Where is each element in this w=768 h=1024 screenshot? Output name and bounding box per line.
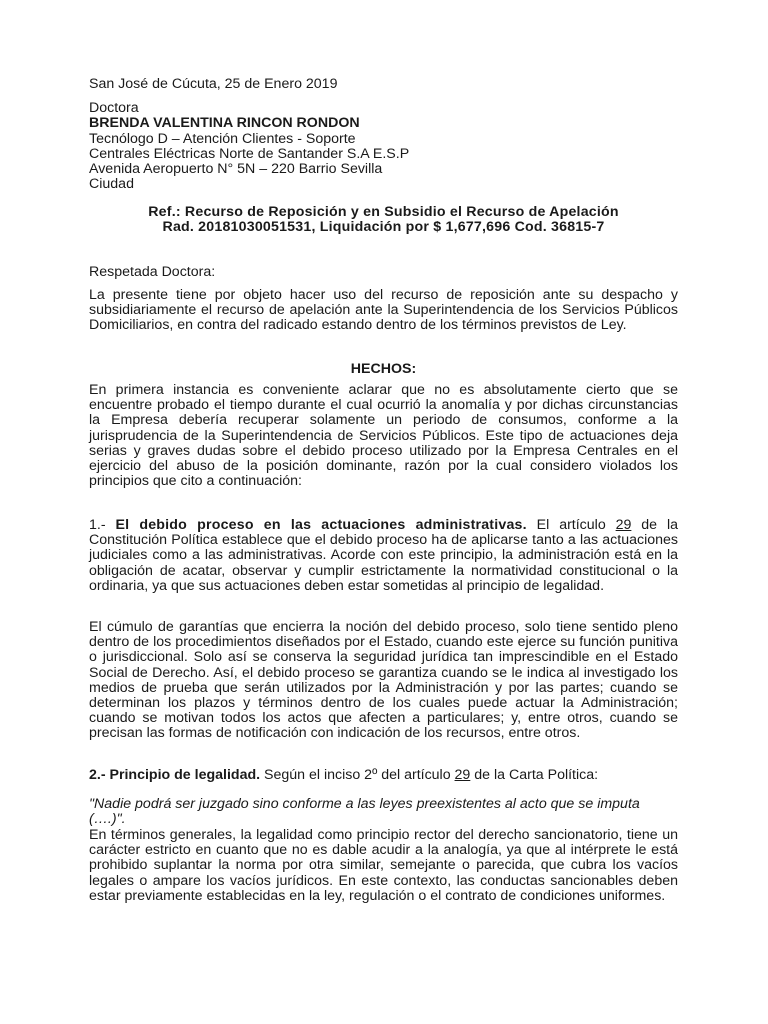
recipient-role: Tecnólogo D – Atención Clientes - Soporte	[89, 130, 356, 147]
reference-block	[89, 205, 678, 235]
recipient-title: Doctora	[89, 100, 139, 117]
recipient-name: BRENDA VALENTINA RINCON RONDON	[89, 115, 360, 132]
date-line: San José de Cúcuta, 25 de Enero 2019	[89, 76, 338, 92]
recipient-city: Ciudad	[89, 176, 134, 193]
recipient-address: Avenida Aeropuerto N° 5N – 220 Barrio Sevilla	[89, 161, 383, 178]
greeting: Respetada Doctora:	[89, 264, 216, 280]
section-1-number: 1.-	[89, 517, 116, 533]
section-1-paragraph-2: El cúmulo de garantías que encierra la noción del debido proceso, solo tiene sentido pleno dentro de los procedimientos diseñados por el Estado, cuando este ejerce su función punitiva o jurisdiccional. Solo así se conserva la seguridad jurídica tan imprescindible en el Estado Social de Derecho. Así, el debido proceso se garantiza cuando se le indica al investigado los medios de prueba que serán utilizados por la Administración y por las partes; cuando se determinan los plazos y términos dentro de los cuales puede actuar la Administración; cuando se motivan todos los actos que afecten a particulares; y, entre otros, cuando se precisan las formas de notificación con indicación de los recursos, entre otros.	[89, 619, 678, 742]
section-2-heading-line: 2.- Principio de legalidad. Según el inciso 2º del artículo 29 de la Carta Política:	[89, 767, 599, 783]
section-1-paragraph: 1.- El debido proceso en las actuaciones administrativas. El artículo 29 de la Constitución Política establece que el debido proceso ha de aplicarse tanto a las actuaciones judiciales como a las administrativas. Acorde con este principio, la administración está en la obligación de acatar, observar y cumplir estrictamente la normatividad constitucional o la ordinaria, ya que sus actuaciones deben estar sometidas al principio de legalidad.	[89, 517, 678, 594]
hechos-heading: HECHOS:	[350, 361, 417, 377]
letter-header	[89, 77, 678, 192]
section-1-title: El debido proceso en las actuaciones administrativas.	[115, 517, 527, 533]
recipient-company: Centrales Eléctricas Norte de Santander S.A E.S.P	[89, 145, 410, 162]
section-2-title: 2.- Principio de legalidad.	[89, 767, 261, 783]
reference-line-1: Ref.: Recurso de Reposición y en Subsidio el Recurso de Apelación	[148, 204, 619, 220]
reference-line-2: Rad. 20181030051531, Liquidación por $ 1,677,696 Cod. 36815-7	[162, 219, 605, 236]
article-29-link-2[interactable]: 29	[454, 767, 471, 783]
section-2-paragraph: En términos generales, la legalidad como principio rector del derecho sancionatorio, tiene un carácter estricto en cuanto que no es dable acudir a la analogía, ya que al intérprete le está prohibido suplantar la norma por otra similar, semejante o parecida, que cubra los vacíos legales o ampare los vacíos jurídicos. En este contexto, las conductas sancionables deben estar previamente establecidas en la ley, regulación o el contrato de condiciones uniformes.	[89, 827, 678, 904]
intro-paragraph: La presente tiene por objeto hacer uso del recurso de reposición ante su despacho y subsidiariamente el recurso de apelación ante la Superintendencia de los Servicios Públicos Domiciliarios, en contra del radicado estando dentro de los términos previstos de Ley.	[89, 287, 678, 334]
legal-quote: "Nadie podrá ser juzgado sino conforme a las leyes preexistentes al acto que se imputa (….)".	[89, 796, 640, 828]
article-29-link[interactable]: 29	[615, 517, 632, 533]
hechos-paragraph: En primera instancia es conveniente aclarar que no es absolutamente cierto que se encuentre probado el tiempo durante el cual ocurrió la anomalía y por dichas circunstancias la Empresa debería recuperar solamente un periodo de consumos, conforme a la jurisprudencia de la Superintendencia de Servicios Públicos. Este tipo de actuaciones deja serias y graves dudas sobre el debido proceso utilizado por la Empresa Centrales en el ejercicio del abuso de la posición dominante, razón por la cual considero violados los principios que cito a continuación:	[89, 382, 678, 490]
